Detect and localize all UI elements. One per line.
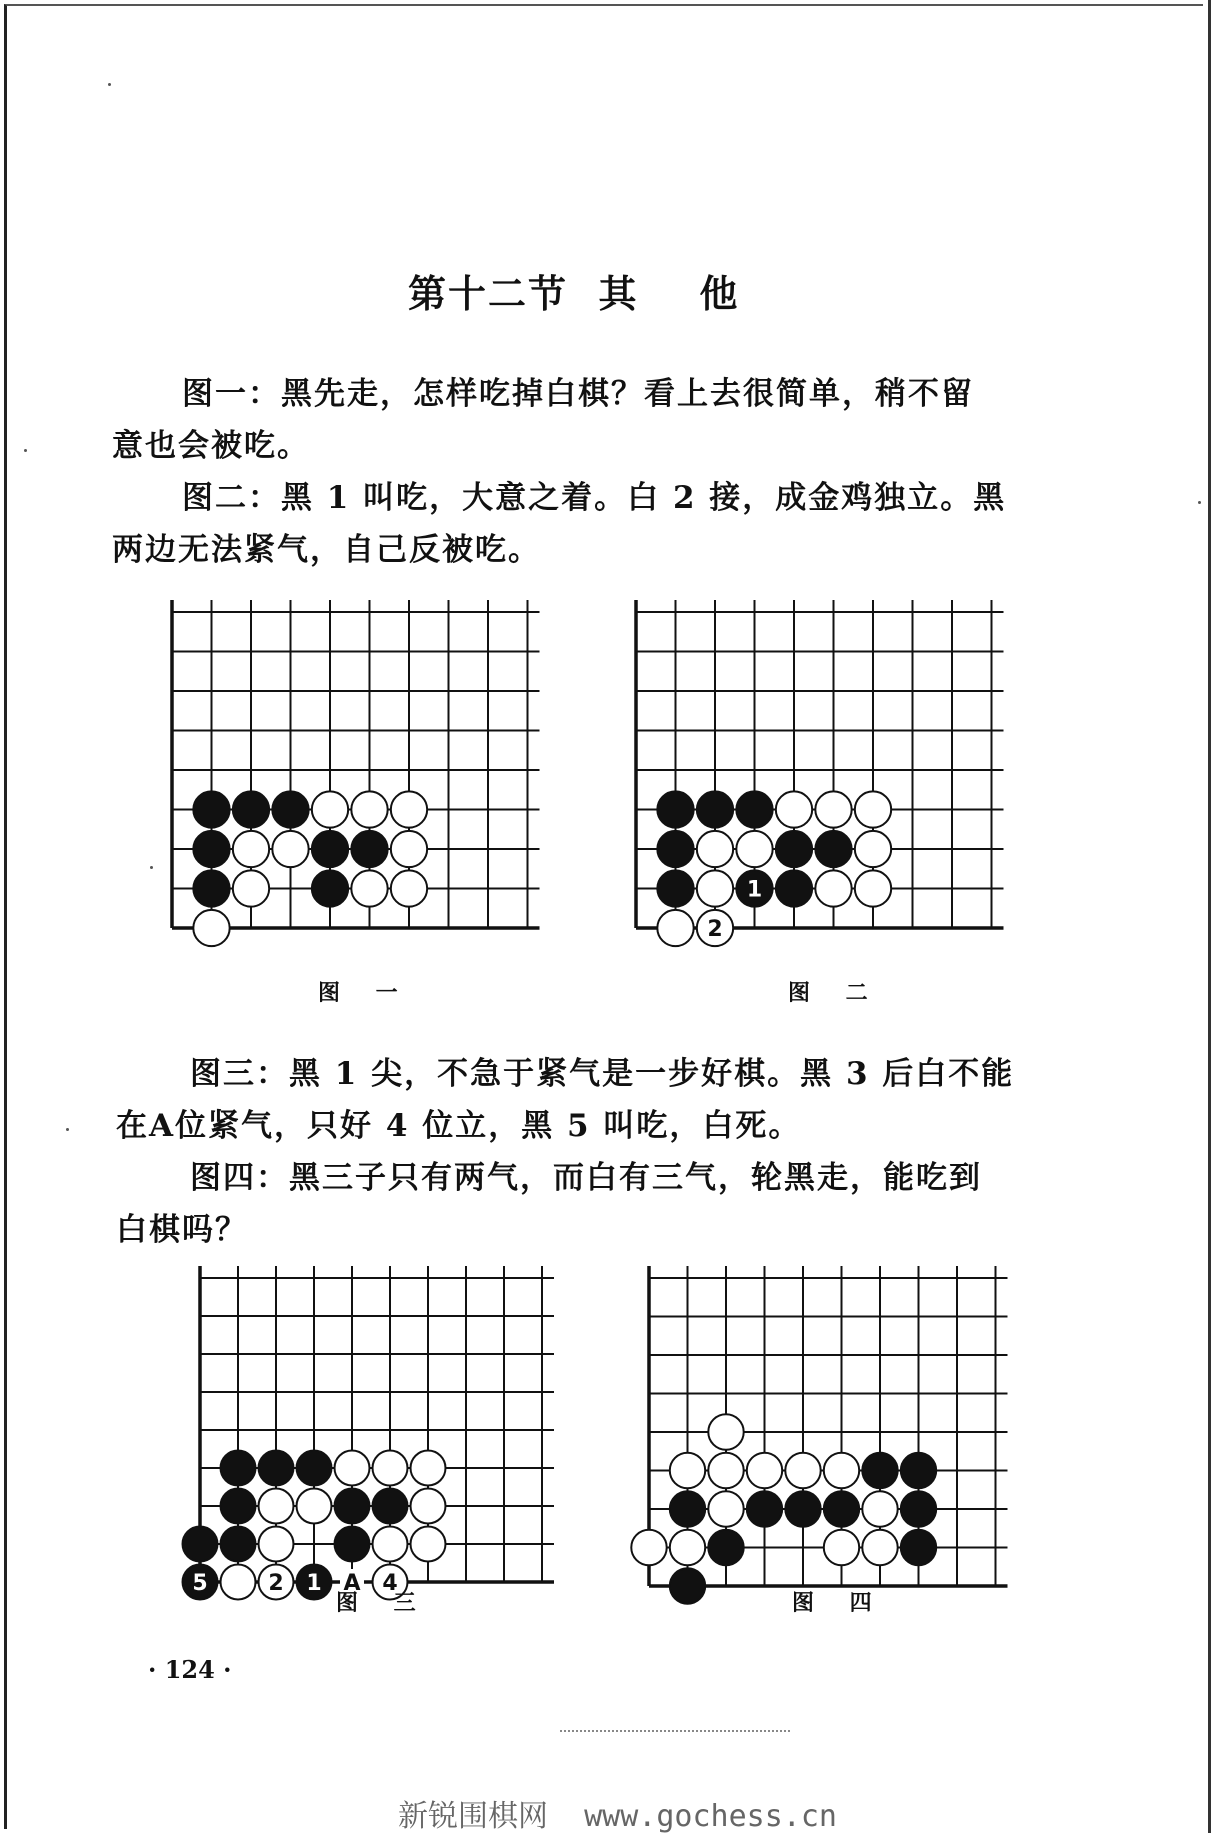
- white-stone: [351, 870, 387, 906]
- white-stone: [259, 1527, 294, 1562]
- black-stone: [335, 1527, 370, 1562]
- white-stone: [335, 1451, 370, 1486]
- move-number-label: 2: [268, 1571, 284, 1596]
- black-stone: [776, 870, 812, 906]
- white-stone: [708, 1414, 743, 1449]
- move-number-label: 1: [306, 1571, 322, 1596]
- white-stone: [411, 1489, 446, 1524]
- white-stone: [297, 1489, 332, 1524]
- black-stone: [193, 831, 229, 867]
- figure-2-caption: 图 二: [788, 980, 882, 1006]
- white-stone: [855, 791, 891, 827]
- white-stone: [411, 1451, 446, 1486]
- white-stone: [233, 831, 269, 867]
- black-stone: [824, 1491, 859, 1526]
- white-stone: [373, 1451, 408, 1486]
- black-stone: [193, 791, 229, 827]
- paragraph-1-line-2: 意也会被吃。: [112, 428, 310, 464]
- figure-1-board: [158, 598, 558, 950]
- black-stone: [221, 1527, 256, 1562]
- move-number-label: 2: [707, 917, 723, 942]
- black-stone: [708, 1530, 743, 1565]
- white-stone: [351, 791, 387, 827]
- black-stone: [901, 1453, 936, 1488]
- move-number-label: 1: [746, 877, 763, 903]
- white-stone: [708, 1453, 743, 1488]
- move-number-label: 4: [382, 1571, 398, 1596]
- black-stone: [670, 1491, 705, 1526]
- black-stone: [351, 831, 387, 867]
- white-stone: [736, 831, 772, 867]
- white-stone: [411, 1527, 446, 1562]
- paragraph-3-line-1: 图三：黑 1 尖，不急于紧气是一步好棋。黑 3 后白不能: [190, 1056, 1015, 1092]
- white-stone: [824, 1530, 859, 1565]
- black-stone: [736, 791, 772, 827]
- black-stone: [657, 831, 693, 867]
- move-number-label: 5: [192, 1571, 208, 1596]
- white-stone: [272, 831, 308, 867]
- black-stone: [221, 1451, 256, 1486]
- white-stone: [697, 870, 733, 906]
- white-stone: [855, 870, 891, 906]
- paragraph-2-line-2: 两边无法紧气，自己反被吃。: [112, 532, 541, 568]
- white-stone: [670, 1530, 705, 1565]
- black-stone: [259, 1451, 294, 1486]
- section-title: 第十二节 其 他: [408, 271, 740, 316]
- paragraph-4-line-2: 白棋吗？: [116, 1212, 248, 1248]
- black-stone: [670, 1568, 705, 1603]
- figure-4-board: [627, 1262, 1027, 1614]
- white-stone: [259, 1489, 294, 1524]
- paragraph-1-line-1: 图一：黑先走，怎样吃掉白棋？看上去很简单，稍不留: [182, 376, 974, 412]
- white-stone: [391, 831, 427, 867]
- black-stone: [785, 1491, 820, 1526]
- black-stone: [815, 831, 851, 867]
- black-stone: [373, 1489, 408, 1524]
- white-stone: [391, 870, 427, 906]
- black-stone: [901, 1530, 936, 1565]
- black-stone: [776, 831, 812, 867]
- black-stone: [312, 831, 348, 867]
- footer-rule: [560, 1730, 790, 1735]
- white-stone: [776, 791, 812, 827]
- black-stone: [335, 1489, 370, 1524]
- white-stone: [708, 1491, 743, 1526]
- watermark: 新锐围棋网 www.gochess.cn: [398, 1799, 837, 1834]
- white-stone: [747, 1453, 782, 1488]
- black-stone: [657, 870, 693, 906]
- black-stone: [183, 1527, 218, 1562]
- white-stone: [862, 1491, 897, 1526]
- white-stone: [862, 1530, 897, 1565]
- scan-speck: [24, 449, 27, 452]
- figure-3-caption: 图 三: [336, 1590, 430, 1616]
- scan-speck: [150, 866, 153, 869]
- scan-speck: [1198, 501, 1201, 504]
- white-stone: [670, 1453, 705, 1488]
- scan-speck: [108, 83, 111, 86]
- paragraph-3-line-2: 在A位紧气，只好 4 位立，黑 5 叫吃，白死。: [116, 1108, 802, 1144]
- white-stone: [824, 1453, 859, 1488]
- page-number: · 124 ·: [148, 1655, 232, 1684]
- black-stone: [193, 870, 229, 906]
- black-stone: [747, 1491, 782, 1526]
- black-stone: [221, 1489, 256, 1524]
- black-stone: [297, 1451, 332, 1486]
- white-stone: [373, 1527, 408, 1562]
- white-stone: [312, 791, 348, 827]
- black-stone: [657, 791, 693, 827]
- white-stone: [391, 791, 427, 827]
- black-stone: [312, 870, 348, 906]
- white-stone: [657, 910, 693, 946]
- white-stone: [815, 791, 851, 827]
- black-stone: [862, 1453, 897, 1488]
- figure-1-caption: 图 一: [318, 980, 412, 1006]
- white-stone: [785, 1453, 820, 1488]
- white-stone: [193, 910, 229, 946]
- black-stone: [272, 791, 308, 827]
- white-stone: [631, 1530, 666, 1565]
- figure-4-caption: 图 四: [792, 1590, 886, 1616]
- white-stone: [221, 1565, 256, 1600]
- white-stone: [233, 870, 269, 906]
- white-stone: [815, 870, 851, 906]
- black-stone: [697, 791, 733, 827]
- figure-3-board: [182, 1262, 582, 1614]
- black-stone: [901, 1491, 936, 1526]
- scan-speck: [66, 1128, 69, 1131]
- black-stone: [233, 791, 269, 827]
- figure-2-board: [622, 598, 1022, 950]
- paragraph-4-line-1: 图四：黑三子只有两气，而白有三气，轮黑走，能吃到: [190, 1160, 982, 1196]
- white-stone: [697, 831, 733, 867]
- move-number-label: A: [343, 1571, 361, 1596]
- white-stone: [855, 831, 891, 867]
- paragraph-2-line-1: 图二：黑 1 叫吃，大意之着。白 2 接，成金鸡独立。黑: [182, 480, 1007, 516]
